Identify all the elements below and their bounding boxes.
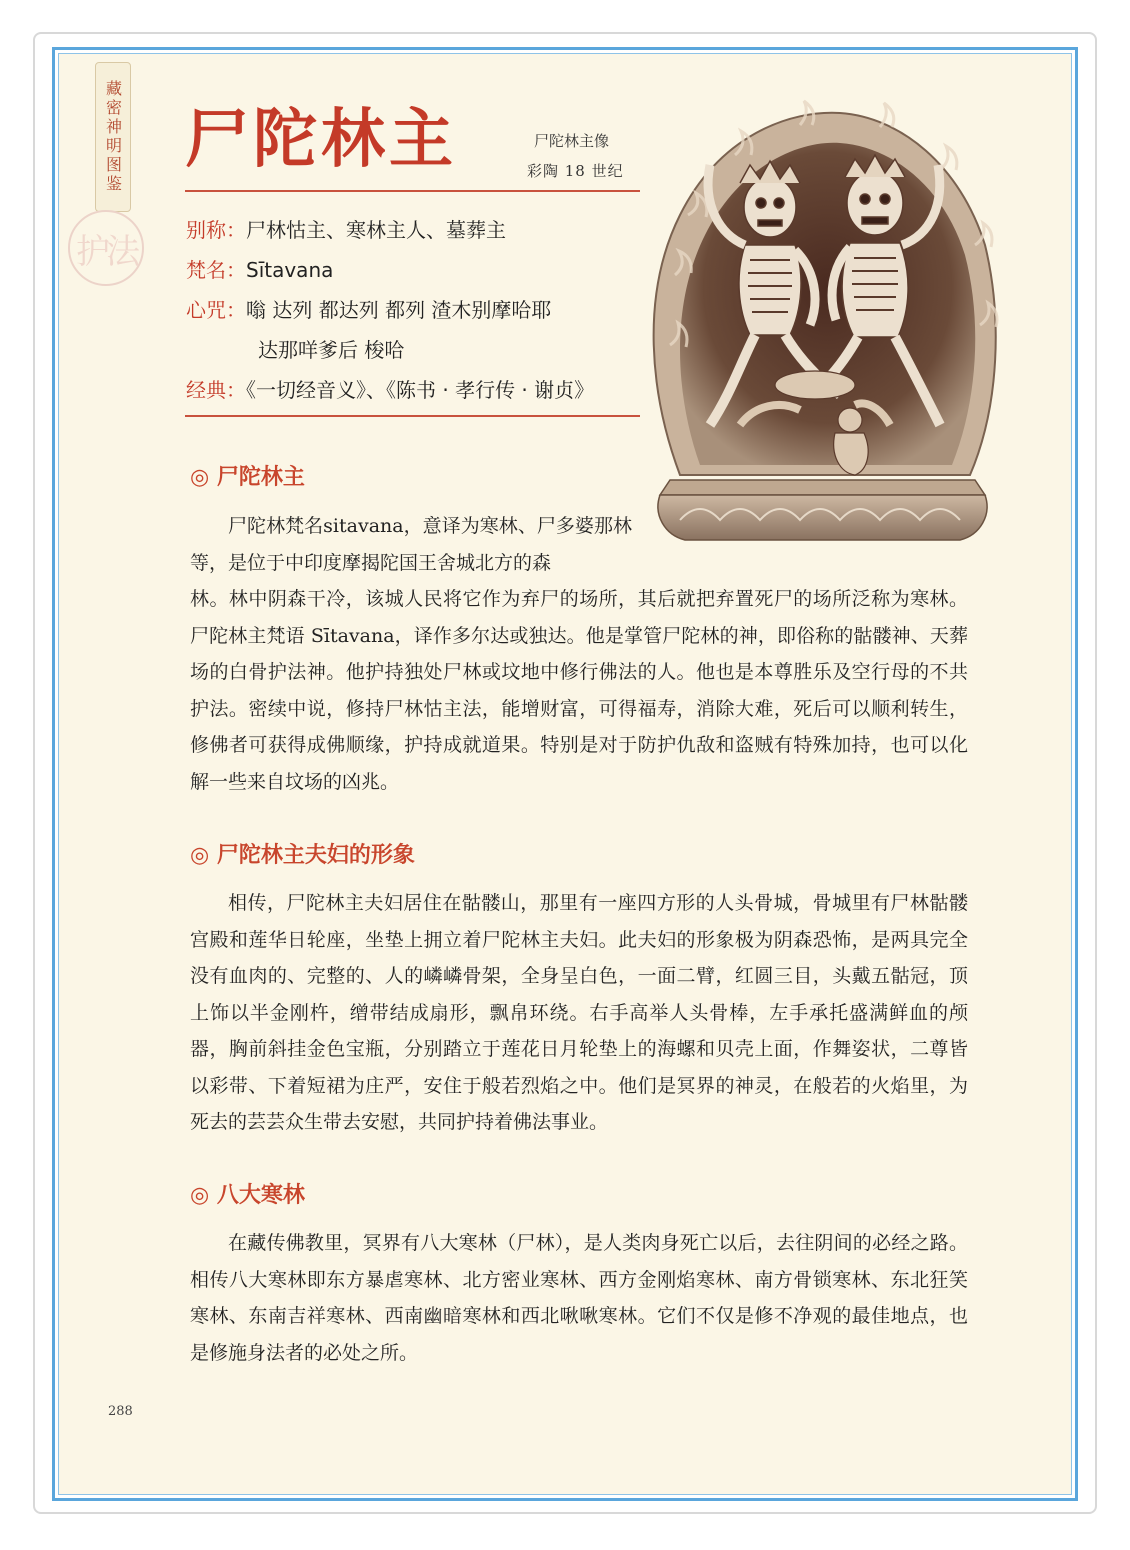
meta-label: 梵名： bbox=[186, 258, 246, 282]
meta-value: 达那咩爹后 梭哈 bbox=[258, 338, 405, 362]
section-heading: ◎ 尸陀林主夫妇的形象 bbox=[190, 843, 415, 868]
figure-caption-name: 尸陀林主像 bbox=[534, 132, 610, 150]
seal-stamp bbox=[68, 210, 144, 286]
meta-sanskrit bbox=[186, 254, 333, 283]
figure-caption-material: 彩陶 18 世纪 bbox=[527, 162, 624, 180]
page-number: 288 bbox=[108, 1404, 133, 1419]
meta-value: 尸林怙主、寒林主人、墓葬主 bbox=[246, 218, 506, 242]
meta-value: 《一切经音义》、《陈书 · 孝行传 · 谢贞》 bbox=[246, 378, 595, 402]
meta-value: 嗡 达列 都达列 都列 渣木别摩哈耶 bbox=[246, 298, 552, 322]
page-title: 尸陀林主 bbox=[185, 102, 457, 177]
title-divider bbox=[185, 190, 640, 192]
section-paragraph: 在藏传佛教里，冥界有八大寒林（尸林），是人类肉身死亡以后，去往阴间的必经之路。相传八大寒林即东方暴虐寒林、北方密业寒林、西方金刚焰寒林、南方骨锁寒林、东北狂笑寒林、东南吉祥寒林、西南幽暗寒林和西北啾啾寒林。它们不仅是修不净观的最佳地点，也是修施身法者的必处之所。 bbox=[190, 1232, 968, 1364]
section-heading: ◎ 尸陀林主 bbox=[190, 465, 305, 490]
meta-mantra bbox=[186, 294, 551, 323]
meta-divider bbox=[185, 415, 640, 417]
meta-alias bbox=[186, 214, 506, 243]
section-paragraph: 相传，尸陀林主夫妇居住在骷髅山，那里有一座四方形的人头骨城，骨城里有尸林骷髅宫殿和莲华日轮座，坐垫上拥立着尸陀林主夫妇。此夫妇的形象极为阴森恐怖，是两具完全没有血肉的、完整的、人的嶙嶙骨架，全身呈白色，一面二臂，红圆三目，头戴五骷冠，顶上饰以半金刚杵，缯带结成扇形，飘帛环绕。右手高举人头骨棒，左手承托盛满鲜血的颅器，胸前斜挂金色宝瓶，分别踏立于莲花日月轮垫上的海螺和贝壳上面，作舞姿状，二尊皆以彩带、下着短裙为庄严，安住于般若烈焰之中。他们是冥界的神灵，在般若的火焰里，为死去的芸芸众生带去安慰，共同护持着佛法事业。 bbox=[190, 892, 968, 1133]
section-paragraph: 尸陀林梵名sitavana，意译为寒林、尸多婆那林等，是位于中印度摩揭陀国王舍城北方的森 bbox=[190, 515, 632, 574]
series-tab: 藏密神明图鉴 bbox=[95, 62, 131, 212]
meta-label: 经典： bbox=[186, 378, 246, 402]
seal-text: 护法 bbox=[76, 231, 136, 272]
statue-image bbox=[640, 95, 1002, 550]
meta-label: 心咒： bbox=[186, 298, 246, 322]
section-heading: ◎ 八大寒林 bbox=[190, 1183, 305, 1208]
meta-label: 别称： bbox=[186, 218, 246, 242]
meta-mantra-cont bbox=[258, 334, 404, 363]
meta-scripture bbox=[186, 374, 594, 403]
meta-value: Sītavana bbox=[246, 258, 334, 282]
section-paragraph: 林。林中阴森干冷，该城人民将它作为弃尸的场所，其后就把弃置死尸的场所泛称为寒林。尸陀林主梵语 Sītavana，译作多尔达或独达。他是掌管尸陀林的神，即俗称的骷髅神、天葬场的白骨护法神。他护持独处尸林或坟地中修行佛法的人。他也是本尊胜乐及空行母的不共护法。密续中说，修持尸林怙主法，能增财富，可得福寿，消除大难，死后可以顺利转生，修佛者可获得成佛顺缘，护持成就道果。特别是对于防护仇敌和盗贼有特殊加持，也可以化解一些来自坟场的凶兆。 bbox=[190, 588, 968, 793]
